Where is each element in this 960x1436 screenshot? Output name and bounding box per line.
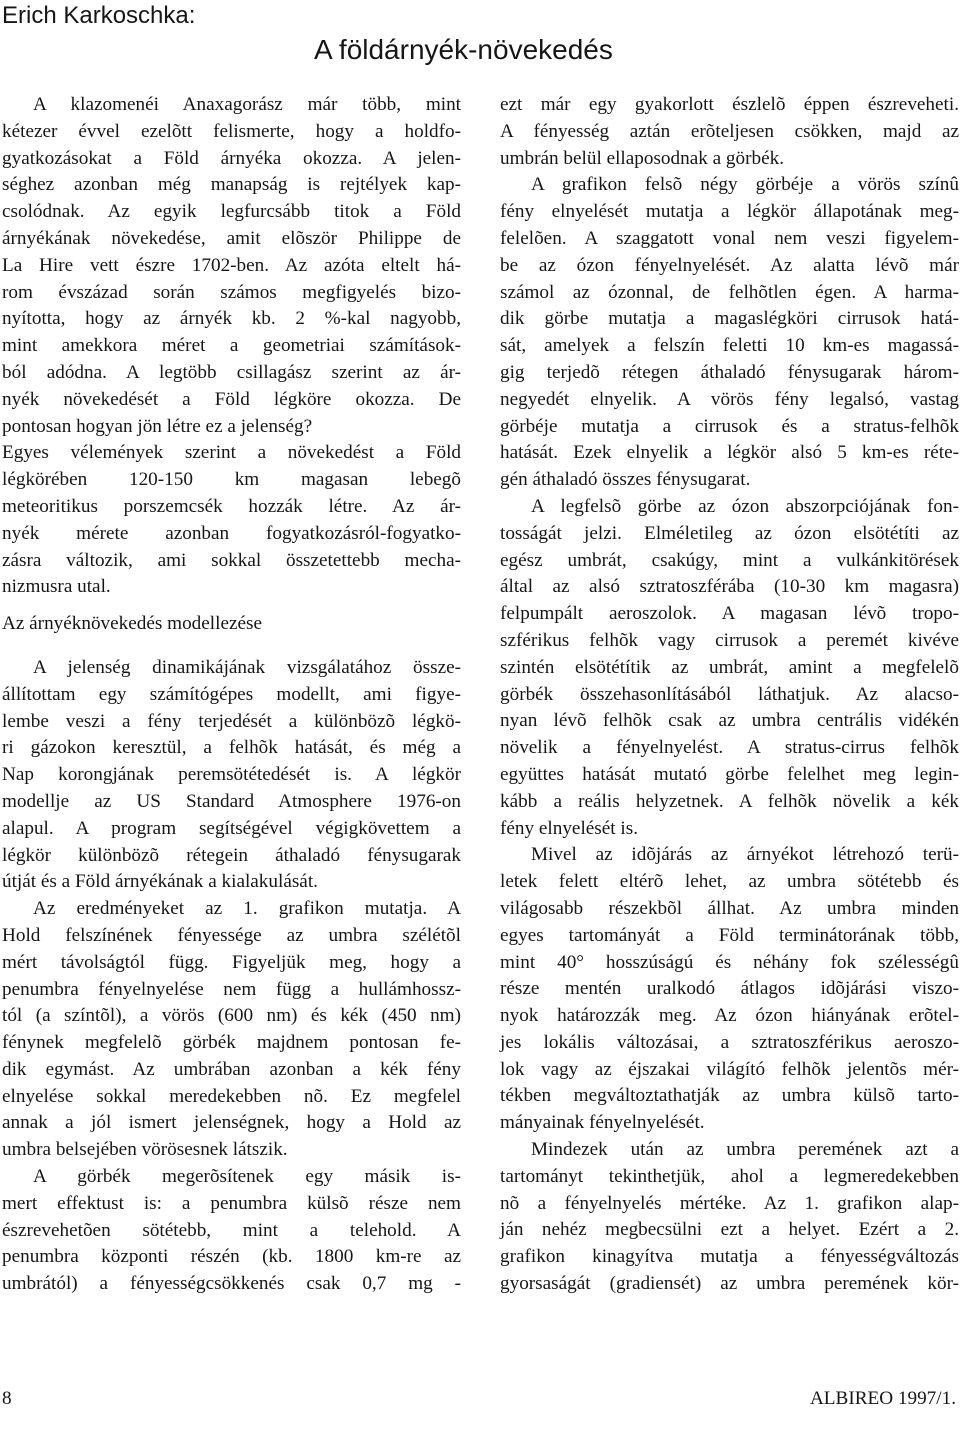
ozone-paragraph-tail: fény elnyelését is. xyxy=(500,817,638,839)
red-curves-paragraph-tail: gén áthaladó összes fénysugarat. xyxy=(500,469,751,491)
meteoric-dust-paragraph-tail: nizmusra utal. xyxy=(2,576,111,598)
penumbra-paragraph: A görbék megerõsítenek egy másik is- mert effektust is: a penumbra külsõ része nem észrevehetõen sötétebb, mint a telehold. A penumbra központi részén (kb. 1800 km-re az umbrától) a fényességcsökkenés csak 0,7 mg - xyxy=(2,1166,461,1295)
continued-paragraph: ezt már egy gyakorlott észlelõ éppen észreveheti. A fényesség aztán erõteljesen csökken, majd az xyxy=(500,94,959,142)
results-paragraph-tail: umbra belsejében vörösesnek látszik. xyxy=(2,1139,288,1161)
red-curves-paragraph: A grafikon felsõ négy görbéje a vörös színû fény elnyelését mutatja a légkör állapotának meg- felelõen. A szaggatott vonal nem veszi figyelem- be az ózon fényelnyelését. Az alatta lévõ már számol az ózonnal, de felhõtlen égen. A harma- dik görbe mutatja a magaslégköri cirrusok hatá- sát, amelyek a felszín feletti 10 km-es magassá- gig terjedõ rétegen áthaladó fénysugarak három- negyedét elnyelik. A vörös fény legalsó, vastag görbéje mutatja a cirrusok és a stratus-felhõk hatását. Ezek elnyelik a légkör alsó 5 km-es réte- xyxy=(500,174,959,464)
continued-paragraph-tail: umbrán belül ellaposodnak a görbék. xyxy=(500,147,784,169)
publication-name: ALBIREO 1997/1. xyxy=(809,1388,956,1409)
author-name: Erich Karkoschka: xyxy=(2,2,196,29)
page-number: 8 xyxy=(2,1388,12,1409)
spacer xyxy=(2,638,461,655)
section-heading: Az árnyéknövekedés modellezése xyxy=(2,613,262,635)
spacer xyxy=(2,601,461,611)
article-title: A földárnyék-növekedés xyxy=(314,34,613,65)
intro-paragraph-tail: pontosan hogyan jön létre ez a jelenség? xyxy=(2,415,313,437)
intro-paragraph: A klazomenéi Anaxagorász már több, mint kétezer évvel ezelõtt felismerte, hogy a holdfo- gyatkozásokat a Föld árnyéka okozza. A jelen- séghez azonban még manapság is rejtélyek kap- csolódnak. Az egyik legfurcsább titok a Föld árnyékának növekedése, amit elõször Philippe de La Hire vett észre 1702-ben. Az azóta eltelt há- rom évszázad során számos megfigyelés bizo- nyította, hogy az árnyék kb. 2 %-kal nagyobb, mint amekkora méret a geometriai számítások- ból adódna. A legtöbb csillagász szerint az ár- nyék növekedését a Föld légköre okozza. De xyxy=(2,94,461,410)
results-paragraph: Az eredményeket az 1. grafikon mutatja. A Hold felszínének fényessége az umbra szélétõl xyxy=(2,898,461,946)
ozone-paragraph: A legfelsõ görbe az ózon abszorpciójának fon- tosságát jelzi. Elméletileg az ózon elsötétíti az egész umbrát, csakúgy, mint a vulkánkitörések által az alsó sztratoszférába (10-30 km magasra) felpumpált aeroszolok. A magasan lévõ tropo- szférikus felhõk vagy cirrusok a peremét kivéve szintén elsötétítik az umbrát, amint a megfelelõ görbék összehasonlításából láthatjuk. Az alacso- nyan lévõ felhõk csak az umbra centrális vidékén növelik a fényelnyelést. A stratus-cirrus felhõk együttes hatását mutató görbe felelhet meg legin- kább a reális helyzetnek. A felhõk növelik a kék xyxy=(500,495,959,812)
weather-paragraph: Mivel az idõjárás az árnyékot létrehozó terü- letek felett eltérõ lehet, az umbra sötétebb és világosabb részekbõl állhat. Az umbra minden egyes tartományát a Föld terminátorának több, mint 40° hosszúságú és néhány fok szélességû része mentén uralkodó átlagos idõjárási viszo- nyok határozzák meg. Az ózon hiányának erõtel- jes lokális változásai, a sztratoszférikus aeroszo- lok vagy az éjszakai világító felhõk jelentõs mér- tékben megváltoztathatják az umbra külsõ tarto- xyxy=(500,844,959,1107)
right-column xyxy=(500,92,959,1298)
model-paragraph-tail: útját és a Föld árnyékának a kialakulását. xyxy=(2,871,318,893)
results-paragraph-body: mért távolságtól függ. Figyeljük meg, hogy a penumbra fényelnyelése nem függ a hullámhossz- tól (a színtõl), a vörös (600 nm) és kék (450 nm) fénynek megfelelõ görbék majdnem pontosan fe- dik egymást. Az umbrában azonban a kék fény elnyelése sokkal meredekebben nõ. Ez megfelel annak a jól ismert jelenségnek, hogy a Hold az xyxy=(2,951,461,1134)
model-paragraph: A jelenség dinamikájának vizsgálatához össze- állítottam egy számítógépes modellt, ami figye- lembe veszi a fény terjedését a különbözõ légkö- ri gázokon keresztül, a felhõk hatását, és még a Nap korongjának peremsötétedését is. A légkör modellje az US Standard Atmosphere 1976-on alapul. A program segítségével végigkövettem a légkör különbözõ rétegein áthaladó fénysugarak xyxy=(2,656,461,866)
meteoric-dust-paragraph: Egyes vélemények szerint a növekedést a Föld légkörében 120-150 km magasan lebegõ meteoritikus porszemcsék hozzák létre. Az ár- nyék mérete azonban fogyatkozásról-fogyatko- zásra változik, ami sokkal összetettebb mecha- xyxy=(2,442,461,571)
left-column xyxy=(2,92,461,1298)
umbra-edge-paragraph: Mindezek után az umbra peremének azt a tartományt tekinthetjük, ahol a legmeredekebben nõ a fényelnyelés mértéke. Az 1. grafikon alap- ján nehéz megbecsülni ezt a helyet. Ezért a 2. grafikon kinagyítva mutatja a fényességváltozás gyorsaságát (gradiensét) az umbra peremének kör- xyxy=(500,1139,959,1295)
weather-paragraph-tail: mányainak fényelnyelését. xyxy=(500,1112,705,1134)
